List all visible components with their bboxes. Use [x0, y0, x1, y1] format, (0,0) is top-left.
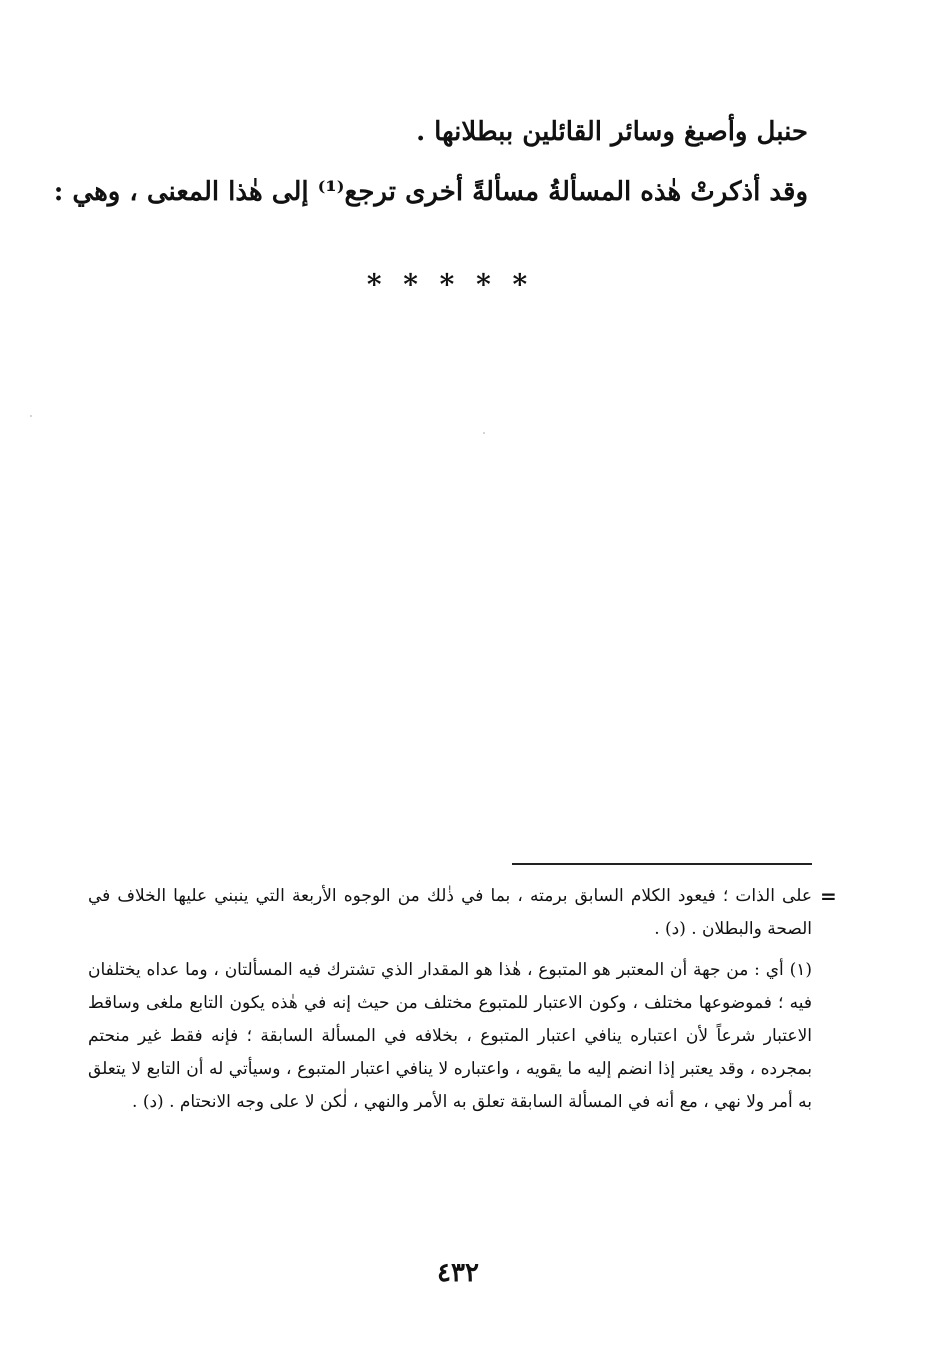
footnotes-section	[88, 880, 812, 1127]
footnote-continuation: على الذات ؛ فيعود الكلام السابق برمته ، بما في ذٰلك من الوجوه الأربعة التي ينبني عليها الخلاف في الصحة والبطلان . (د) .	[88, 886, 812, 939]
page-number: ٤٣٢	[437, 1258, 479, 1288]
scan-speck	[483, 432, 485, 434]
section-separator-stars: * * * * *	[366, 268, 534, 301]
footnote-1: (١) أي : من جهة أن المعتبر هو المتبوع ، هٰذا هو المقدار الذي تشترك فيه المسألتان ، وما عداه يختلفان فيه ؛ فموضوعها مختلف ، وكون الاعتبار للمتبوع مختلف من حيث إنه في هٰذه يكون التابع ملغى وساقط الاعتبار شرعاً لأن اعتباره ينافي اعتبار المتبوع ، بخلافه في المسألة السابقة ؛ فإنه فقط غير منحتم بمجرده ، وقد يعتبر إذا انضم إليه ما يقويه ، واعتباره لا ينافي اعتبار المتبوع ، وسيأتي له أن التابع لا يتعلق به أمر ولا نهي ، مع أنه في المسألة السابقة تعلق به الأمر والنهي ، لٰكن لا على وجه الانحتام . (د) .	[88, 960, 812, 1112]
footnote-continuation-mark: =	[820, 884, 837, 908]
footnote-divider	[512, 863, 812, 865]
body-text-line-1: حنبل وأصبغ وسائر القائلين ببطلانها .	[416, 117, 808, 147]
body-text-line-2: وقد أذكرتْ هٰذه المسألةُ مسألةً أخرى ترجع⁽¹⁾ إلى هٰذا المعنى ، وهي :	[53, 177, 808, 207]
scan-speck	[30, 415, 32, 417]
